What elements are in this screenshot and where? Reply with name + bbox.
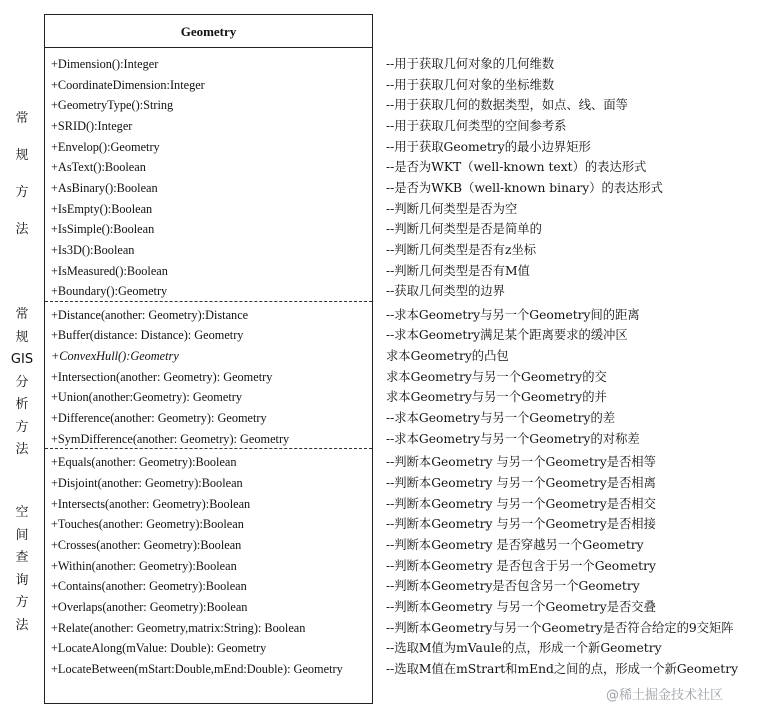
method-description: --判断本Geometry 与另一个Geometry是否相等 — [386, 455, 656, 470]
method-description: --判断本Geometry 与另一个Geometry是否相交 — [386, 496, 656, 511]
method-signature: +IsEmpty():Boolean — [51, 201, 153, 216]
method-signature: +IsMeasured():Boolean — [51, 263, 168, 278]
method-description: --求本Geometry与另一个Geometry的对称差 — [386, 431, 640, 446]
method-description: --判断本Geometry 与另一个Geometry是否交叠 — [386, 599, 656, 614]
method-description: --是否为WKB（well-known binary）的表达形式 — [386, 180, 663, 195]
section-label-char: 询 — [15, 572, 29, 588]
section-label — [8, 308, 36, 466]
method-description: --判断几何类型是否有z坐标 — [386, 242, 537, 257]
section-label-char: 法 — [15, 617, 29, 633]
method-description: 求本Geometry与另一个Geometry的交 — [386, 369, 607, 384]
method-description: --判断本Geometry 是否包含于另一个Geometry — [386, 558, 656, 573]
method-description: --选取M值在mStrart和mEnd之间的点，形成一个新Geometry — [386, 661, 739, 676]
method-description: --判断本Geometry与另一个Geometry是否符合给定的9交矩阵 — [386, 620, 734, 635]
method-signature: +LocateAlong(mValue: Double): Geometry — [51, 641, 267, 656]
section-label-char: 规 — [15, 148, 29, 163]
section-label-char: 法 — [15, 222, 29, 237]
method-signature: +Intersects(another: Geometry):Boolean — [51, 496, 251, 511]
section-separator — [45, 301, 372, 302]
section-label-char: 法 — [15, 442, 29, 457]
section-label — [8, 112, 36, 260]
method-signature: +GeometryType():String — [51, 98, 174, 113]
method-description: --用于获取Geometry的最小边界矩形 — [386, 139, 591, 154]
section-label-char: 常 — [15, 111, 29, 126]
method-description: --选取M值为mVaule的点，形成一个新Geometry — [386, 641, 662, 656]
section-label-char: 分 — [15, 374, 29, 390]
section-label-char: 间 — [15, 527, 29, 543]
method-description: --获取几何类型的边界 — [386, 284, 505, 299]
method-signature: +LocateBetween(mStart:Double,mEnd:Double): Geometry — [51, 661, 343, 676]
method-signature: +IsSimple():Boolean — [51, 222, 155, 237]
method-description: --判断几何类型是否是简单的 — [386, 222, 542, 237]
method-description: --是否为WKT（well-known text）的表达形式 — [386, 160, 647, 175]
method-description: --求本Geometry满足某个距离要求的缓冲区 — [386, 328, 628, 343]
method-signature: +Relate(another: Geometry,matrix:String): Boolean — [51, 620, 306, 635]
method-signature: +Overlaps(another: Geometry):Boolean — [51, 599, 248, 614]
section-label-char: 析 — [15, 397, 29, 412]
method-description: --用于获取几何对象的坐标维数 — [386, 77, 555, 92]
section-label — [8, 506, 36, 641]
section-label-char: GIS — [10, 352, 34, 367]
method-signature: +CoordinateDimension:Integer — [51, 77, 205, 92]
method-signature: +SRID():Integer — [51, 118, 133, 133]
method-signature: +Contains(another: Geometry):Boolean — [51, 579, 247, 594]
method-signature: +Touches(another: Geometry):Boolean — [51, 517, 244, 532]
method-description: --用于获取几何对象的几何维数 — [386, 57, 555, 71]
section-label-char: 空 — [15, 505, 29, 520]
method-signature: +Difference(another: Geometry): Geometry — [51, 411, 267, 426]
method-signature: +Is3D():Boolean — [51, 242, 135, 257]
method-description: --判断本Geometry 是否穿越另一个Geometry — [386, 537, 644, 552]
method-signature: +Buffer(distance: Distance): Geometry — [51, 328, 244, 343]
method-description: --用于获取几何类型的空间参考系 — [386, 118, 567, 133]
method-description: --判断几何类型是否有M值 — [386, 263, 530, 278]
method-description: --用于获取几何的数据类型，如点、线、面等 — [386, 98, 628, 113]
method-description: --求本Geometry与另一个Geometry的差 — [386, 411, 616, 426]
method-description: --判断本Geometry 与另一个Geometry是否相接 — [386, 517, 656, 532]
method-description: 求本Geometry的凸包 — [386, 349, 509, 364]
method-signature: +Equals(another: Geometry):Boolean — [51, 455, 237, 470]
method-signature: +Disjoint(another: Geometry):Boolean — [51, 476, 243, 490]
method-signature: +AsBinary():Boolean — [51, 180, 158, 195]
method-description: 求本Geometry与另一个Geometry的并 — [386, 390, 607, 405]
method-signature: +Boundary():Geometry — [51, 284, 168, 299]
class-name: Geometry — [45, 15, 372, 48]
section-label-char: 规 — [15, 329, 29, 345]
method-signature: +ConvexHull():Geometry — [51, 349, 179, 364]
method-signature: +Union(another:Geometry): Geometry — [51, 390, 242, 405]
method-signature: +Distance(another: Geometry):Distance — [51, 307, 249, 322]
method-signature: +Intersection(another: Geometry): Geometry — [51, 369, 273, 384]
section-label-char: 查 — [15, 550, 29, 565]
watermark: @稀土掘金技术社区 — [606, 688, 724, 703]
method-signature: +Crosses(another: Geometry):Boolean — [51, 537, 242, 552]
method-description: --求本Geometry与另一个Geometry间的距离 — [386, 307, 640, 322]
method-signature: +AsText():Boolean — [51, 160, 146, 175]
method-signature: +Envelop():Geometry — [51, 139, 160, 154]
section-label-char: 方 — [15, 595, 29, 610]
method-signature: +Within(another: Geometry):Boolean — [51, 558, 237, 573]
method-description: --判断几何类型是否为空 — [386, 201, 518, 216]
method-description: --判断本Geometry是否包含另一个Geometry — [386, 579, 640, 594]
method-description: --判断本Geometry 与另一个Geometry是否相离 — [386, 476, 656, 490]
section-label-char: 方 — [15, 419, 29, 435]
method-signature: +SymDifference(another: Geometry): Geometry — [51, 431, 290, 446]
method-signature: +Dimension():Integer — [51, 57, 159, 71]
section-label-char: 方 — [15, 185, 29, 200]
section-label-char: 常 — [15, 307, 29, 322]
section-separator — [45, 448, 372, 449]
